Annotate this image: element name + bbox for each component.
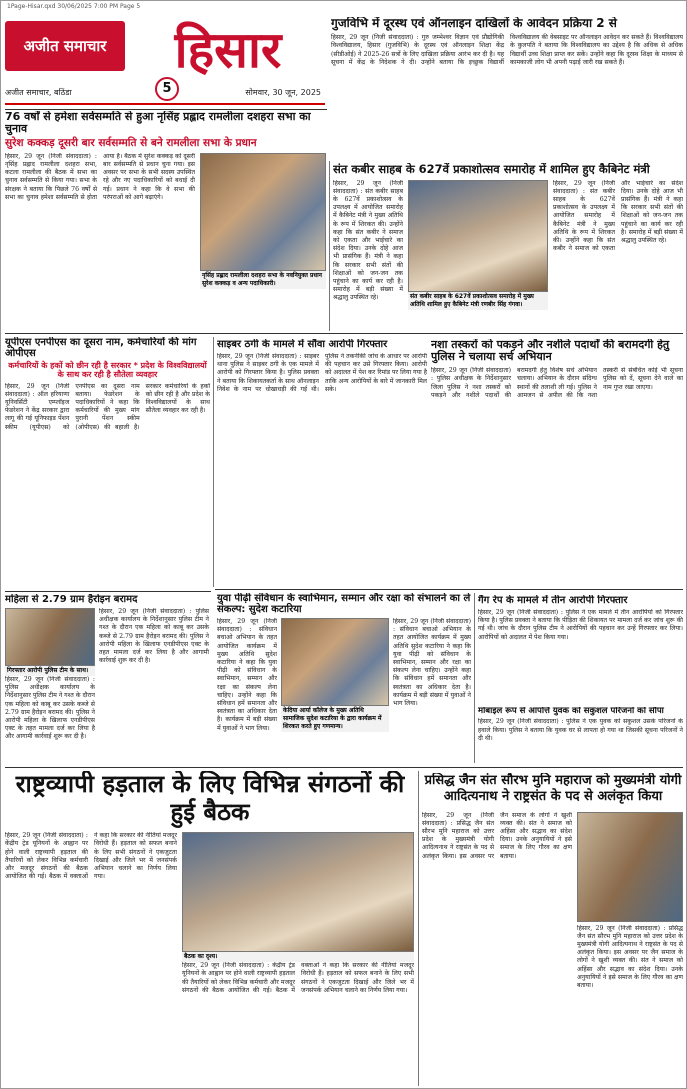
- story-subhead: कर्मचारियों के हकों को छीन रही है सरकार * प्रदेश के विश्वविद्यालयों के साथ कर रही है सौतेला व्यवहार: [8, 361, 207, 379]
- story-body-continued: हिसार, 29 जून (निजी संवाददाता) : केंद्रीय ट्रेड यूनियनों के आह्वान पर होने वाली राष्ट्रव्यापी हड़ताल की तैयारियों को लेकर विभिन्न कर्मचारी और मजदूर संगठनों की बैठक आयोजित की गई। बैठक में वक्ताओं ने कहा कि सरकार की नीतियां मजदूर विरोधी हैं। हड़ताल को सफल बनाने के लिए सभी संगठनों ने एकजुटता दिखाई और जिले भर में जनसंपर्क अभियान चलाने का निर्णय लिया गया।: [182, 962, 414, 994]
- divider: [5, 767, 683, 768]
- page-number: 5: [155, 77, 179, 101]
- story-body: हिसार, 29 जून (निजी संवाददाता) : संविधान बचाओ अभियान के तहत आयोजित कार्यक्रम में मुख्य अतिथि सुदेश कटारिया ने कहा कि युवा पीढ़ी को संविधान के स्वाभिमान, सम्मान और रक्षा का संकल्प लेना चाहिए। उन्होंने कहा कि संविधान हमें समानता और स्वतंत्रता का अधिकार देता है। कार्यक्रम में बड़ी संख्या में युवाओं ने भाग लिया।: [217, 618, 277, 732]
- story-body: हिसार, 29 जून (निजी संवाददाता) : संत कबीर साहब के 627वें प्रकाशोत्सव के उपलक्ष्य में आयोजित समारोह में कैबिनेट मंत्री ने मुख्य अतिथि के रूप में शिरकत की। उन्होंने कहा कि संत कबीर ने समाज को एकता और भाईचारे का संदेश दिया। उनके दोहे आज भी प्रासंगिक हैं। मंत्री ने कहा कि सरकार सभी संतों की शिक्षाओं को जन-जन तक पहुंचाने का कार्य कर रही है। समारोह में बड़ी संख्या में श्रद्धालु उपस्थित रहे।: [333, 179, 403, 302]
- story-ups-ops: [5, 337, 210, 587]
- story-body: हिसार, 29 जून (निजी संवाददाता) : पुलिस अधीक्षक के निर्देशानुसार जिला पुलिस ने नशा तस्करों को पकड़ने और नशीले पदार्थों की बरामदगी हेतु विशेष सर्च अभियान चलाया। अभियान के दौरान संदिग्ध स्थानों की तलाशी ली गई। पुलिस ने आमजन से अपील की कि नशा तस्करी से संबंधित कोई भी सूचना पुलिस को दें, सूचना देने वाले का नाम गुप्त रखा जाएगा।: [431, 367, 683, 399]
- story-body: हिसार, 29 जून (निजी संवाददाता) : ऑल हरियाणा यूनिवर्सिटी एम्प्लॉइज फेडरेशन ने केंद्र सरकार द्वारा लागू की गई यूनिफाइड पेंशन स्कीम (यूपीएस) को एनपीएस का दूसरा नाम बताया। फेडरेशन के पदाधिकारियों ने कहा कि कर्मचारियों की मुख्य मांग पुरानी पेंशन स्कीम (ओपीएस) की बहाली है। सरकार कर्मचारियों के हकों को छीन रही है और प्रदेश के विश्वविद्यालयों के साथ सौतेला व्यवहार कर रही है।: [5, 382, 210, 431]
- edition-date: सोमवार, 30 जून, 2025: [245, 88, 321, 97]
- story-body: हिसार, 29 जून (निजी संवाददाता) : प्रसिद्ध जैन संत सौरभ मुनि महाराज को उत्तर प्रदेश के मुख्यमंत्री योगी आदित्यनाथ ने राष्ट्रसंत के पद से अलंकृत किया। इस अवसर पर जैन समाज के लोगों ने खुशी व्यक्त की। संत ने समाज को अहिंसा और सद्भाव का संदेश दिया। उनके अनुयायियों ने इसे समाज के लिए गौरव का क्षण बताया।: [422, 811, 572, 860]
- story-headline: मोबाइल रूप से आपत्ति युवक को सकुशल परिजनों को सौंपा: [478, 707, 664, 716]
- story-headline: राष्ट्रव्यापी हड़ताल के लिए विभिन्न संगठनों की हुई बैठक: [15, 771, 405, 826]
- divider: [5, 591, 211, 592]
- story-body: हिसार, 29 जून (निजी संवाददाता) : साइबर थाना पुलिस ने साइबर ठगी के एक मामले में आरोपी को गिरफ्तार किया है। पुलिस प्रवक्ता ने बताया कि शिकायतकर्ता के साथ ऑनलाइन निवेश के नाम पर धोखाधड़ी की गई थी। पुलिस ने तकनीकी जांच के आधार पर आरोपी की पहचान कर उसे गिरफ्तार किया। आरोपी को अदालत में पेश कर रिमांड पर लिया गया है ताकि अन्य आरोपियों के बारे में जानकारी मिल सके।: [217, 353, 427, 393]
- divider: [474, 593, 475, 763]
- file-info-bar: 1Page-Hisar.qxd 30/06/2025 7:00 PM Page 5: [7, 3, 141, 10]
- masthead: [5, 15, 325, 105]
- photo-caption: केदिया आर्या कॉलेज के मुख्य अतिथि सामाजिक सुदेश कटारिया के द्वारा कार्यक्रम में शिरकत करते हुए गणमान्य।: [281, 706, 389, 732]
- story-body-continued: हिसार, 29 जून (निजी संवाददाता) : संविधान बचाओ अभियान के तहत आयोजित कार्यक्रम में मुख्य अतिथि सुदेश कटारिया ने कहा कि युवा पीढ़ी को संविधान के स्वाभिमान, सम्मान और रक्षा का संकल्प लेना चाहिए। उन्होंने कहा कि संविधान हमें समानता और स्वतंत्रता का अधिकार देता है। कार्यक्रम में बड़ी संख्या में युवाओं ने भाग लिया।: [393, 618, 471, 708]
- divider: [5, 333, 683, 334]
- story-cyber-fraud: [217, 339, 427, 499]
- story-heroin: [5, 594, 210, 764]
- story-cdoe-admissions: [331, 17, 683, 163]
- story-body: हिसार, 29 जून (निजी संवाददाता) : पुलिस ने एक मामले में तीन आरोपियों को गिरफ्तार किया है। पुलिस प्रवक्ता ने बताया कि पीड़िता की शिकायत पर मामला दर्ज कर जांच शुरू की गई थी। जांच के दौरान पुलिस टीम ने आरोपियों की पहचान कर उन्हें गिरफ्तार कर लिया। आरोपियों को अदालत में पेश किया गया।: [478, 609, 683, 641]
- story-body: हिसार, 29 जून (निजी संवाददाता) : पुलिस ने एक युवक को सकुशल उसके परिजनों के हवाले किया। पुलिस ने बताया कि युवक घर से लापता हो गया था जिसकी सूचना परिजनों ने दी थी।: [478, 718, 683, 742]
- constitution-event-photo: [281, 618, 389, 706]
- story-body: हिसार, 29 जून (निजी संवाददाता) : नृसिंह प्रह्लाद रामलीला दशहरा सभा, कटला रामलीला की बैठक में सभा का चुनाव सर्वसम्मति से किया गया। सभा के संरक्षक ने बताया कि पिछले 76 वर्षों से सभा का चुनाव हमेशा सर्वसम्मति से होता आया है। बैठक में सुरेश कक्कड़ को दूसरी बार सर्वसम्मति से प्रधान चुना गया। इस अवसर पर सभा के सभी सदस्य उपस्थित रहे और नए पदाधिकारियों को बधाई दी गई। प्रधान ने कहा कि वे सभा की परंपराओं को आगे बढ़ाएंगे।: [5, 152, 195, 201]
- story-kabir: [333, 163, 683, 333]
- story-body-continued: हिसार, 29 जून (निजी संवाददाता) : प्रसिद्ध जैन संत सौरभ मुनि महाराज को उत्तर प्रदेश के मुख्यमंत्री योगी आदित्यनाथ ने राष्ट्रसंत के पद से अलंकृत किया। इस अवसर पर जैन समाज के लोगों ने खुशी व्यक्त की। संत ने समाज को अहिंसा और सद्भाव का संदेश दिया। उनके अनुयायियों ने इसे समाज के लिए गौरव का क्षण बताया।: [577, 924, 683, 989]
- story-body: हिसार, 29 जून (निजी संवाददाता) : केंद्रीय ट्रेड यूनियनों के आह्वान पर होने वाली राष्ट्रव्यापी हड़ताल की तैयारियों को लेकर विभिन्न कर्मचारी और मजदूर संगठनों की बैठक आयोजित की गई। बैठक में वक्ताओं ने कहा कि सरकार की नीतियां मजदूर विरोधी हैं। हड़ताल को सफल बनाने के लिए सभी संगठनों ने एकजुटता दिखाई और जिले भर में जनसंपर्क अभियान चलाने का निर्णय लिया गया।: [5, 832, 177, 881]
- story-body: हिसार, 29 जून (निजी संवाददाता) : पुलिस अधीक्षक कार्यालय के निर्देशानुसार पुलिस टीम ने गश्त के दौरान एक महिला को काबू कर उसके कब्जे से 2.79 ग्राम हैरोइन बरामद की। पुलिस ने आरोपी महिला के खिलाफ एनडीपीएस एक्ट के तहत मामला दर्ज कर लिया है और आगामी कार्रवाई शुरू कर दी है।: [5, 676, 95, 741]
- divider: [215, 589, 683, 590]
- story-missing-youth: [478, 707, 683, 763]
- story-jain-saint: [422, 773, 684, 1086]
- kabir-event-photo: [408, 180, 548, 292]
- story-headline: साइबर ठगी के मामले में सौंवा आरोपी गिरफ्तार: [217, 339, 388, 350]
- story-constitution: [217, 593, 471, 763]
- photo-caption: गिरफ्तार आरोपी पुलिस टीम के साथ।: [5, 666, 95, 676]
- divider: [213, 337, 214, 587]
- photo-caption: बैठक का दृश्य।: [182, 952, 414, 962]
- divider: [5, 109, 327, 110]
- story-body-continued: हिसार, 29 जून (निजी संवाददाता) : संत कबीर साहब के 627वें प्रकाशोत्सव के उपलक्ष्य में आयोजित समारोह में कैबिनेट मंत्री ने मुख्य अतिथि के रूप में शिरकत की। उन्होंने कहा कि संत कबीर ने समाज को एकता और भाईचारे का संदेश दिया। उनके दोहे आज भी प्रासंगिक हैं। मंत्री ने कहा कि सरकार सभी संतों की शिक्षाओं को जन-जन तक पहुंचाने का कार्य कर रही है। समारोह में बड़ी संख्या में श्रद्धालु उपस्थित रहे।: [553, 179, 683, 253]
- story-drug-search: [431, 339, 683, 589]
- story-arrests: [478, 595, 683, 705]
- photo-caption: संत कबीर साहब के 627वें प्रकाशोत्सव समारोह में मुख्य अतिथि शामिल हुए कैबिनेट मंत्री रणबीर सिंह गंगवा।: [408, 292, 548, 310]
- photo-caption: नृसिंह प्रह्लाद रामलीला दशहरा सभा के नवनियुक्त प्रधान सुरेश कक्कड़ व अन्य पदाधिकारी।: [200, 271, 326, 289]
- strike-meeting-photo: [182, 832, 414, 952]
- story-body: हिसार, 29 जून (निजी संवाददाता) : गुरु जम्भेश्वर विज्ञान एवं प्रौद्योगिकी विश्वविद्यालय, हिसार (गुजविभि) के दूरस्थ एवं ऑनलाइन शिक्षा केंद्र (सीडीओई) ने 2025-26 सत्रों के लिए दाखिला प्रक्रिया आरंभ कर दी है। यह सूचना में केंद्र के निदेशक ने दी। उन्होंने बताया कि इच्छुक विद्यार्थी विश्वविद्यालय की वेबसाइट पर ऑनलाइन आवेदन कर सकते हैं। विश्वविद्यालय के कुलपति ने बताया कि विश्वविद्यालय का उद्देश्य है कि अधिक से अधिक विद्यार्थी उच्च शिक्षा प्राप्त कर सकें। उन्होंने कहा कि दूरस्थ शिक्षा के माध्यम से कामकाजी लोग भी अपनी पढ़ाई जारी रख सकते हैं।: [331, 34, 683, 66]
- story-headline: नशा तस्करों को पकड़ने और नशीले पदार्थों की बरामदगी हेतु पुलिस ने चलाया सर्च अभियान: [431, 339, 670, 364]
- divider: [329, 161, 330, 331]
- story-headline: युवा पीढ़ी संविधान के स्वाभिमान, सम्मान और रक्षा को संभालने का ले संकल्प: सुदेश कटारिया: [217, 593, 471, 615]
- edition-title: हिसार: [174, 21, 282, 79]
- heroin-arrest-photo: [5, 608, 95, 666]
- divider: [418, 771, 419, 1086]
- story-ramleela: [5, 111, 327, 321]
- story-headline: महिला से 2.79 ग्राम हैरोइन बरामद: [5, 594, 138, 605]
- saint-honour-photo: [577, 812, 683, 922]
- story-headline: गैंग रेप के मामले में तीन आरोपी गिरफ्तार: [478, 595, 628, 606]
- story-national-strike: [5, 771, 415, 1086]
- story-subhead: सुरेश कक्कड़ दूसरी बार सर्वसम्मति से बने रामलीला सभा के प्रधान: [5, 137, 257, 150]
- story-headline: 76 वर्षों से हमेशा सर्वसम्मति से हुआ नृसिंह प्रह्लाद रामलीला दशहरा सभा का चुनाव: [5, 111, 311, 136]
- edition-location: अजीत समाचार, बठिंडा: [5, 88, 72, 97]
- story-headline: प्रसिद्ध जैन संत सौरभ मुनि महाराज को मुख्यमंत्री योगी आदित्यनाथ ने राष्ट्रसंत के पद से अलंकृत किया: [424, 773, 682, 805]
- story-headline: यूपीएस एनपीएस का दूसरा नाम, कर्मचारियों की मांग ओपीएस: [5, 337, 197, 359]
- story-headline: संत कबीर साहब के 627वें प्रकाशोत्सव समारोह में शामिल हुए कैबिनेट मंत्री: [333, 163, 650, 176]
- story-headline: गुजविभि में दूरस्थ एवं ऑनलाइन दाखिलों के आवेदन प्रक्रिया 2 से: [331, 17, 617, 30]
- story-body-continued: हिसार, 29 जून (निजी संवाददाता) : पुलिस अधीक्षक कार्यालय के निर्देशानुसार पुलिस टीम ने गश्त के दौरान एक महिला को काबू कर उसके कब्जे से 2.79 ग्राम हैरोइन बरामद की। पुलिस ने आरोपी महिला के खिलाफ एनडीपीएस एक्ट के तहत मामला दर्ज कर लिया है और आगामी कार्रवाई शुरू कर दी है।: [99, 608, 209, 665]
- ramleela-photo: [200, 153, 326, 271]
- newspaper-brand: अजीत समाचार: [5, 21, 125, 71]
